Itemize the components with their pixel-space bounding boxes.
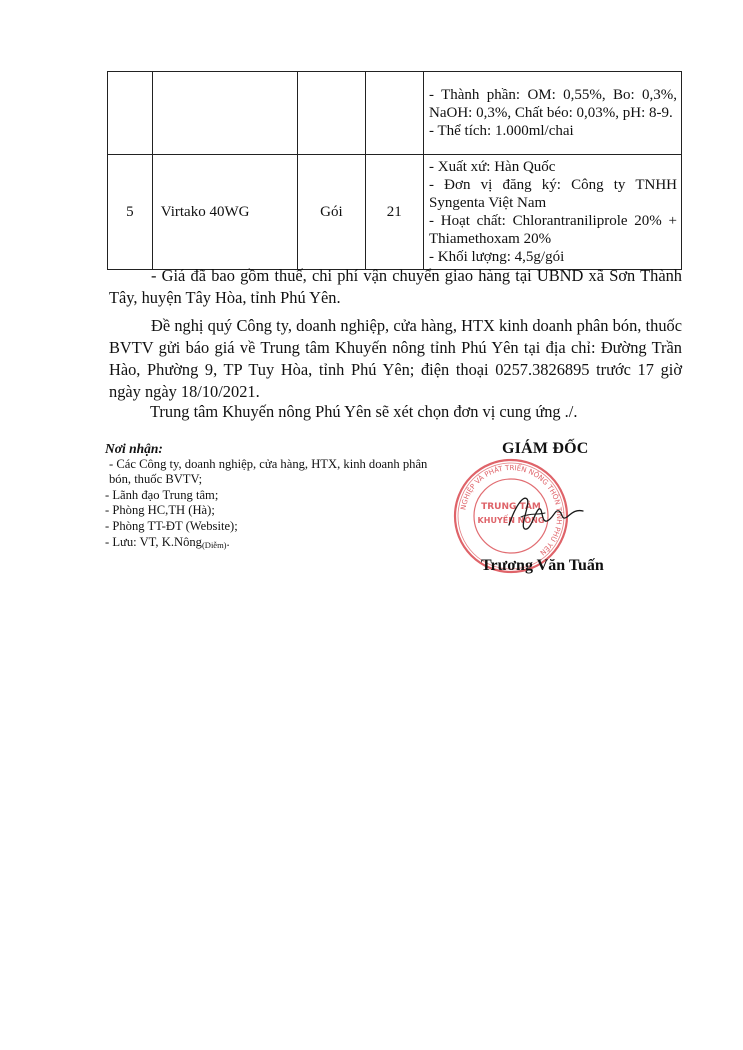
archive-end: . <box>226 534 230 549</box>
unit-cell: Gói <box>298 155 365 270</box>
price-note-paragraph: - Giá đã bao gồm thuế, chi phí vận chuyển giao hàng tại UBND xã Sơn Thành Tây, huyện Tây Hòa, tỉnh Phú Yên. <box>109 266 682 307</box>
recipients-title: Nơi nhận: <box>105 441 163 456</box>
spec-line: - Khối lượng: 4,5g/gói <box>429 248 565 265</box>
stt-cell <box>108 72 153 155</box>
signer-name: Trương Văn Tuấn <box>481 557 604 574</box>
recipients-block <box>105 441 435 553</box>
closing-paragraph: Trung tâm Khuyến nông Phú Yên sẽ xét chọn đơn vị cung ứng ./. <box>150 402 578 421</box>
stamp-ring-text: NGHIỆP VÀ PHÁT TRIỂN NÔNG THÔN TỈNH PHÚ YÊN <box>459 463 564 557</box>
spec-cell <box>424 72 682 155</box>
product-name-cell <box>152 72 297 155</box>
table-row <box>108 72 682 155</box>
director-title: GIÁM ĐỐC <box>502 440 589 457</box>
unit-cell <box>298 72 365 155</box>
recipient-item: - Phòng HC,TH (Hà); <box>105 503 215 518</box>
stamp-center-text-2: KHUYẾN NÔNG <box>477 516 545 525</box>
spec-line: - Thể tích: 1.000ml/chai <box>429 122 574 139</box>
product-table <box>107 71 682 270</box>
table-row <box>108 155 682 270</box>
handwritten-signature <box>505 487 585 537</box>
recipient-item: - Các Công ty, doanh nghiệp, cửa hàng, HTX, kinh doanh phân bón, thuốc BVTV; <box>109 456 428 487</box>
archive-subscript: (Diễm) <box>201 539 227 550</box>
request-paragraph: Đề nghị quý Công ty, doanh nghiệp, cửa hàng, HTX kinh doanh phân bón, thuốc BVTV gửi báo giá về Trung tâm Khuyến nông tỉnh Phú Yên tại địa chỉ: Đường Trần Hào, Phường 9, TP Tuy Hòa, tỉnh Phú Yên; điện thoại 0257.3826895 trước 17 giờ ngày ngày 18/10/2021. <box>109 316 682 401</box>
spec-line: - Đơn vị đăng ký: Công ty TNHH Syngenta Việt Nam <box>429 176 677 211</box>
stt-cell: 5 <box>108 155 153 270</box>
recipient-item: - Lãnh đạo Trung tâm; <box>105 487 219 502</box>
spec-line: - Xuất xứ: Hàn Quốc <box>429 158 556 175</box>
stamp-center-text-1: TRUNG TÂM <box>481 502 541 512</box>
archive-label: - Lưu: VT, K.Nông <box>105 534 202 549</box>
spec-cell <box>424 155 682 270</box>
recipient-item-archive <box>105 535 435 554</box>
spec-line: - Hoạt chất: Chlorantraniliprole 20% + Thiamethoxam 20% <box>429 212 677 247</box>
product-name-cell: Virtako 40WG <box>152 155 297 270</box>
quantity-cell <box>365 72 423 155</box>
recipient-item: - Phòng TT-ĐT (Website); <box>105 518 238 533</box>
quantity-cell: 21 <box>365 155 423 270</box>
spec-line: - Thành phần: OM: 0,55%, Bo: 0,3%, NaOH: 0,3%, Chất béo: 0,03%, pH: 8-9. <box>429 86 677 121</box>
